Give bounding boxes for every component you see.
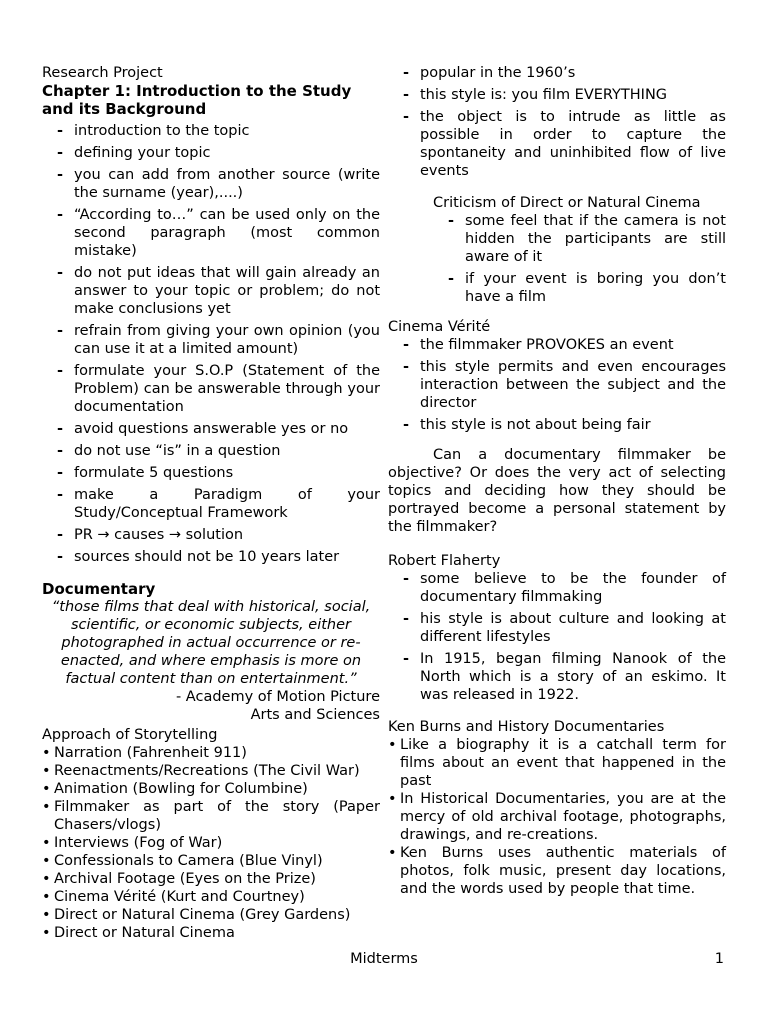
list-item: • Cinema Vérité (Kurt and Courtney) <box>42 888 380 906</box>
list-item: - if your event is boring you don’t have a film <box>433 270 726 306</box>
flaherty-list <box>388 570 726 704</box>
list-item: • Reenactments/Recreations (The Civil War) <box>42 762 380 780</box>
burns-heading: Ken Burns and History Documentaries <box>388 719 665 735</box>
list-item: • Filmmaker as part of the story (Paper Chasers/vlogs) <box>42 798 380 834</box>
list-item: - this style is not about being fair <box>388 416 726 434</box>
list-item: - defining your topic <box>42 144 380 162</box>
list-item: - formulate 5 questions <box>42 464 380 482</box>
list-item: • Direct or Natural Cinema <box>42 924 380 942</box>
list-item: • Like a biography it is a catchall term for films about an event that happened in the past <box>388 736 726 790</box>
list-item: - refrain from giving your own opinion (you can use it at a limited amount) <box>42 322 380 358</box>
list-item: • In Historical Documentaries, you are at the mercy of old archival footage, photographs, drawings, and re-creations. <box>388 790 726 844</box>
list-item: - this style is: you film EVERYTHING <box>388 86 726 104</box>
list-item: - this style permits and even encourages interaction between the subject and the director <box>388 358 726 412</box>
verite-list <box>388 336 726 434</box>
list-item: - the filmmaker PROVOKES an event <box>388 336 726 354</box>
list-item: • Interviews (Fog of War) <box>42 834 380 852</box>
list-item: - some believe to be the founder of documentary filmmaking <box>388 570 726 606</box>
footer-label: Midterms <box>350 951 418 967</box>
page-footer <box>0 950 768 970</box>
right-column <box>388 64 726 898</box>
list-item: - you can add from another source (write the surname (year),....) <box>42 166 380 202</box>
direct-cinema-list <box>388 64 726 180</box>
list-item: • Animation (Bowling for Columbine) <box>42 780 380 798</box>
list-item: - do not use “is” in a question <box>42 442 380 460</box>
verite-heading: Cinema Vérité <box>388 319 491 335</box>
list-item: - make a Paradigm of your Study/Conceptual Framework <box>42 486 380 522</box>
criticism-list <box>388 212 726 306</box>
list-item: • Archival Footage (Eyes on the Prize) <box>42 870 380 888</box>
list-item: • Narration (Fahrenheit 911) <box>42 744 380 762</box>
list-item: - do not put ideas that will gain already an answer to your topic or problem; do not make conclusions yet <box>42 264 380 318</box>
list-item: - “According to…” can be used only on the second paragraph (most common mistake) <box>42 206 380 260</box>
definition-quote: “those films that deal with historical, social, scientific, or economic subjects, either photographed in actual occurrence or re-enacted, and where emphasis is more on factual content than on entertainment.” <box>51 599 371 687</box>
list-item: • Confessionals to Camera (Blue Vinyl) <box>42 852 380 870</box>
list-item: - PR → causes → solution <box>42 526 380 544</box>
chapter-title: Chapter 1: Introduction to the Study and its Background <box>42 82 352 118</box>
list-item: - the object is to intrude as little as possible in order to capture the spontaneity and uninhibited flow of live events <box>388 108 726 180</box>
flaherty-heading: Robert Flaherty <box>388 553 501 569</box>
list-item: • Ken Burns uses authentic materials of photos, folk music, present day locations, and the words used by people that time. <box>388 844 726 898</box>
quote-source: - Academy of Motion Picture Arts and Sciences <box>175 689 380 723</box>
list-item: - introduction to the topic <box>42 122 380 140</box>
list-item: - In 1915, began filming Nanook of the North which is a story of an eskimo. It was released in 1922. <box>388 650 726 704</box>
approach-heading: Approach of Storytelling <box>42 727 218 743</box>
list-item: - his style is about culture and looking at different lifestyles <box>388 610 726 646</box>
documentary-heading: Documentary <box>42 580 156 598</box>
criticism-heading: Criticism of Direct or Natural Cinema <box>433 195 701 211</box>
list-item: - sources should not be 10 years later <box>42 548 380 566</box>
list-item: - formulate your S.O.P (Statement of the Problem) can be answerable through your documentation <box>42 362 380 416</box>
objective-paragraph: Can a documentary filmmaker be objective? Or does the very act of selecting topics and deciding how they should be portrayed become a personal statement by the filmmaker? <box>388 447 726 535</box>
burns-list <box>388 736 726 898</box>
list-item: - popular in the 1960’s <box>388 64 726 82</box>
project-label: Research Project <box>42 65 163 81</box>
list-item: - some feel that if the camera is not hidden the participants are still aware of it <box>433 212 726 266</box>
page-number: 1 <box>714 951 724 967</box>
list-item: • Direct or Natural Cinema (Grey Gardens) <box>42 906 380 924</box>
left-column <box>42 64 380 942</box>
approach-list <box>42 744 380 942</box>
list-item: - avoid questions answerable yes or no <box>42 420 380 438</box>
chapter-list <box>42 122 380 566</box>
